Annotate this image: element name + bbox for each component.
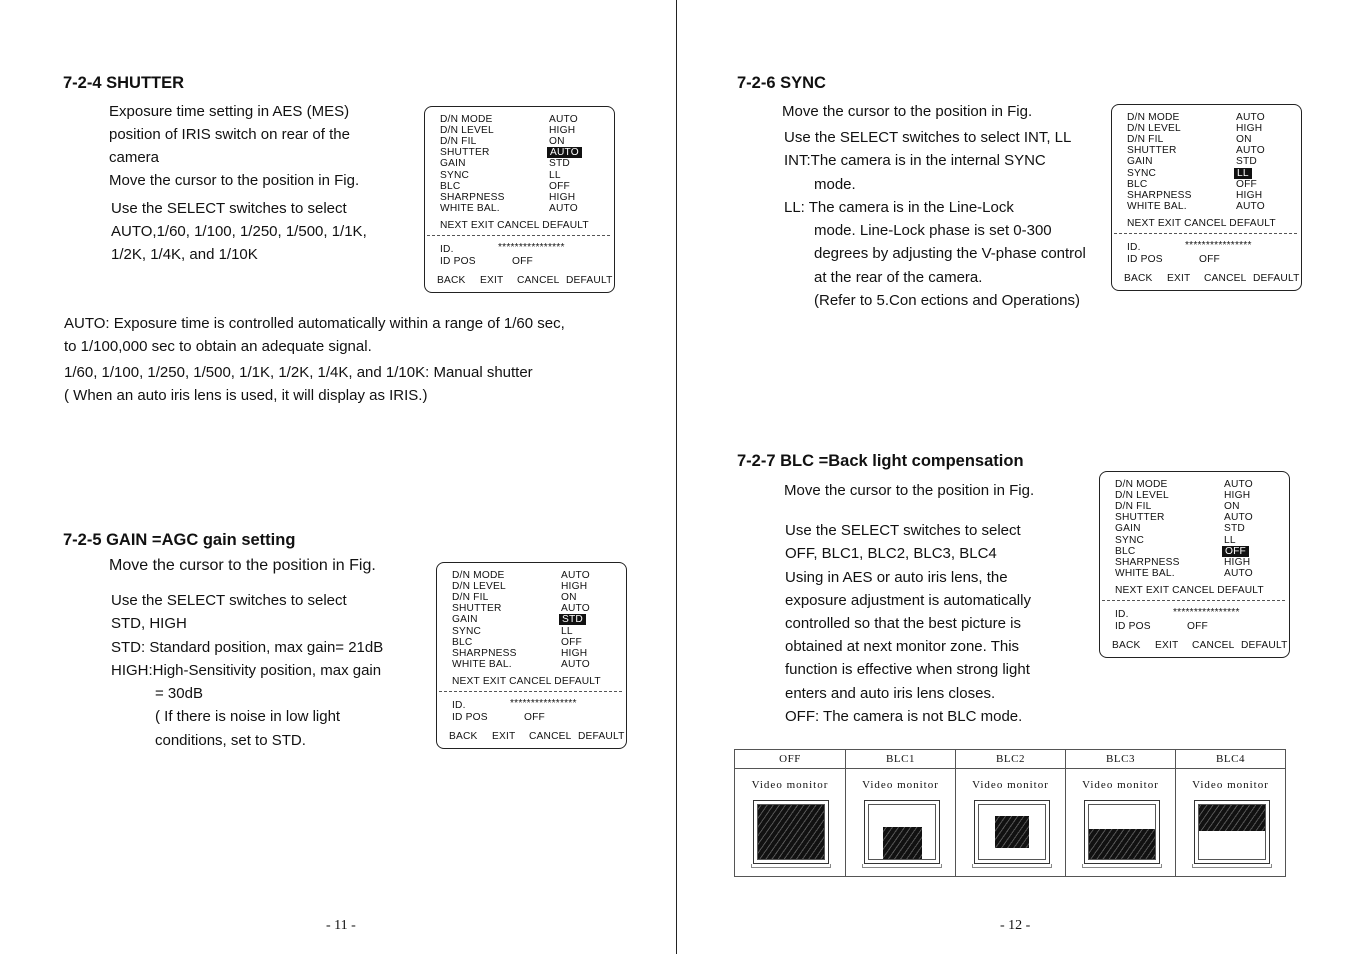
blc-zone — [995, 816, 1029, 848]
osd-menu-row[interactable] — [1115, 479, 1283, 490]
osd-item-value: OFF — [549, 180, 570, 192]
osd-item-value: LL — [549, 169, 561, 181]
osd-item-value: AUTO — [561, 603, 590, 615]
shutter-note: to 1/100,000 sec to obtain an adequate signal. — [64, 338, 372, 355]
osd-footer-back-button[interactable]: BACK — [437, 275, 466, 286]
osd-nav-row: NEXT EXIT CANCEL DEFAULT — [440, 220, 589, 231]
osd-item-label: D/N MODE — [452, 570, 505, 581]
osd-id-label: ID. — [1115, 609, 1129, 620]
osd-item-value: HIGH — [1236, 189, 1263, 201]
osd-item-value: AUTO — [549, 202, 578, 214]
osd-menu-row[interactable] — [452, 659, 620, 670]
osd-id-label: ID. — [452, 700, 466, 711]
osd-idpos-value: OFF — [1199, 254, 1220, 265]
gain-text-line: STD: Standard position, max gain= 21dB — [111, 639, 384, 656]
osd-footer-exit-button[interactable]: EXIT — [492, 731, 516, 742]
blc-text-line: function is effective when strong light — [785, 661, 1030, 678]
video-monitor-icon — [864, 800, 940, 864]
osd-item-label: D/N FIL — [1115, 501, 1152, 513]
shutter-note: ( When an auto iris lens is used, it will display as IRIS.) — [64, 387, 428, 404]
osd-menu-row[interactable] — [1115, 546, 1283, 557]
sync-text-line: degrees by adjusting the V-phase control — [814, 245, 1086, 262]
osd-item-label: GAIN — [452, 614, 478, 626]
sync-text-line: LL: The camera is in the Line-Lock — [784, 199, 1014, 216]
osd-item-value: LL — [561, 625, 573, 637]
osd-menu-row[interactable] — [1127, 156, 1295, 167]
gain-lead: Move the cursor to the position in Fig. — [109, 557, 376, 574]
osd-menu-row[interactable] — [452, 614, 620, 625]
osd-id-label: ID. — [1127, 242, 1141, 253]
osd-item-value: AUTO — [1236, 200, 1265, 212]
osd-menu-row[interactable] — [1127, 179, 1295, 190]
sync-heading: 7-2-6 SYNC — [737, 74, 826, 92]
osd-item-value: AUTO — [1224, 479, 1253, 490]
osd-id-value: **************** — [510, 698, 577, 709]
blc-mode-label: BLC1 — [846, 750, 955, 769]
osd-menu-row[interactable] — [1127, 112, 1295, 123]
osd-menu-row[interactable] — [440, 136, 608, 147]
osd-footer-default-button[interactable]: DEFAULT — [566, 275, 613, 286]
osd-selected-value: LL — [1234, 168, 1252, 179]
osd-footer-exit-button[interactable]: EXIT — [480, 275, 504, 286]
osd-footer-default-button[interactable]: DEFAULT — [578, 731, 625, 742]
osd-menu-row[interactable] — [1115, 512, 1283, 523]
osd-idpos-label: ID POS — [1127, 254, 1163, 265]
osd-menu-row[interactable] — [452, 570, 620, 581]
osd-item-value: AUTO — [1224, 567, 1253, 579]
sync-text-line: mode. Line-Lock phase is set 0-300 — [814, 222, 1052, 239]
osd-menu-shutter — [424, 106, 615, 293]
osd-item-label: BLC — [1115, 545, 1136, 557]
blc-text-line: OFF, BLC1, BLC2, BLC3, BLC4 — [785, 545, 997, 562]
osd-item-value: OFF — [1236, 178, 1257, 190]
osd-item-value: HIGH — [549, 191, 576, 203]
gain-text-line: Use the SELECT switches to select — [111, 592, 347, 609]
sync-text-line: (Refer to 5.Con ections and Operations) — [814, 292, 1080, 309]
osd-menu-row[interactable] — [1127, 201, 1295, 212]
osd-footer-back-button[interactable]: BACK — [1112, 640, 1141, 651]
osd-menu-row[interactable] — [1127, 123, 1295, 134]
osd-menu-row[interactable] — [1127, 145, 1295, 156]
osd-nav-row: NEXT EXIT CANCEL DEFAULT — [1115, 585, 1264, 596]
osd-item-label: WHITE BAL. — [452, 658, 512, 670]
osd-menu-row[interactable] — [452, 637, 620, 648]
video-monitor-caption: Video monitor — [751, 779, 829, 791]
shutter-text-line: position of IRIS switch on rear of the — [109, 126, 350, 143]
shutter-text-line: Move the cursor to the position in Fig. — [109, 172, 360, 189]
osd-item-value: ON — [1224, 501, 1240, 513]
osd-item-label: D/N FIL — [1127, 134, 1164, 146]
osd-footer-back-button[interactable]: BACK — [1124, 273, 1153, 284]
video-monitor-caption: Video monitor — [1192, 779, 1269, 791]
blc-text-line: Move the cursor to the position in Fig. — [784, 482, 1035, 499]
osd-footer-back-button[interactable]: BACK — [449, 731, 478, 742]
video-monitor-icon — [974, 800, 1050, 864]
osd-menu-row[interactable] — [440, 170, 608, 181]
osd-divider — [427, 235, 610, 236]
blc-zone-table — [734, 749, 1286, 877]
blc-text-line: Use the SELECT switches to select — [785, 522, 1021, 539]
osd-menu-row[interactable] — [440, 192, 608, 203]
osd-item-value: AUTO — [561, 570, 590, 581]
osd-item-label: D/N FIL — [452, 592, 489, 604]
video-monitor-icon — [1084, 800, 1160, 864]
shutter-note: AUTO: Exposure time is controlled automatically within a range of 1/60 sec, — [64, 315, 565, 332]
blc-text-line: controlled so that the best picture is — [785, 615, 1021, 632]
video-monitor-caption: Video monitor — [972, 779, 1049, 791]
page-number: - 11 - — [326, 918, 356, 933]
osd-item-value: ON — [549, 136, 565, 148]
osd-menu-row[interactable] — [452, 581, 620, 592]
osd-item-value: HIGH — [1224, 490, 1251, 502]
video-monitor-icon — [1194, 800, 1270, 864]
blc-text-line: enters and auto iris lens closes. — [785, 685, 996, 702]
osd-footer-cancel-button[interactable]: CANCEL — [1204, 273, 1247, 284]
osd-item-value: STD — [549, 158, 570, 170]
osd-item-label: SYNC — [452, 625, 482, 637]
blc-text-line: obtained at next monitor zone. This — [785, 638, 1020, 655]
video-monitor-caption: Video monitor — [862, 779, 939, 791]
osd-menu-row[interactable] — [440, 114, 608, 125]
osd-menu-row[interactable] — [440, 147, 608, 158]
osd-item-value: STD — [1224, 523, 1245, 535]
osd-item-value: AUTO — [1236, 112, 1265, 123]
osd-footer-default-button[interactable]: DEFAULT — [1241, 640, 1288, 651]
osd-item-value: OFF — [561, 636, 582, 648]
page-number: - 12 - — [1000, 918, 1031, 933]
osd-item-label: WHITE BAL. — [440, 202, 500, 214]
osd-idpos-value: OFF — [512, 256, 533, 267]
osd-id-value: **************** — [1185, 240, 1252, 251]
osd-idpos-value: OFF — [524, 712, 545, 723]
osd-item-label: GAIN — [1115, 523, 1141, 535]
osd-item-label: SYNC — [440, 169, 470, 181]
osd-divider — [1114, 233, 1297, 234]
osd-item-value: HIGH — [1224, 556, 1251, 568]
osd-menu-row[interactable] — [1115, 490, 1283, 501]
sync-text-line: Move the cursor to the position in Fig. — [782, 103, 1033, 120]
osd-menu-row[interactable] — [1115, 535, 1283, 546]
sync-text-line: Use the SELECT switches to select INT, LL — [784, 129, 1072, 146]
osd-divider — [439, 691, 622, 692]
osd-item-label: D/N FIL — [440, 136, 477, 148]
osd-selected-value: STD — [559, 614, 586, 625]
blc-text-line: OFF: The camera is not BLC mode. — [785, 708, 1023, 725]
osd-item-label: SHARPNESS — [452, 647, 517, 659]
osd-item-label: D/N MODE — [1127, 112, 1180, 123]
osd-menu-row[interactable] — [452, 603, 620, 614]
osd-item-label: D/N LEVEL — [1115, 490, 1169, 502]
osd-footer-cancel-button[interactable]: CANCEL — [1192, 640, 1235, 651]
blc-zone — [1199, 805, 1265, 831]
blc-zone — [883, 827, 922, 859]
sync-text-line: INT:The camera is in the internal SYNC — [784, 152, 1046, 169]
blc-cell-blc1 — [845, 750, 955, 876]
osd-item-label: GAIN — [1127, 156, 1153, 168]
osd-item-label: BLC — [1127, 178, 1148, 190]
osd-menu-row[interactable] — [1127, 134, 1295, 145]
osd-item-value: HIGH — [561, 647, 588, 659]
blc-cell-off — [735, 750, 845, 876]
blc-mode-label: BLC3 — [1066, 750, 1175, 769]
gain-text-line: ( If there is noise in low light — [155, 708, 341, 725]
osd-nav-row: NEXT EXIT CANCEL DEFAULT — [452, 676, 601, 687]
osd-item-label: SHUTTER — [1127, 145, 1177, 157]
osd-footer-exit-button[interactable]: EXIT — [1155, 640, 1179, 651]
osd-menu-row[interactable] — [1115, 557, 1283, 568]
osd-item-label: WHITE BAL. — [1127, 200, 1187, 212]
page-12 — [677, 0, 1351, 954]
osd-menu-blc — [1099, 471, 1290, 658]
osd-item-value: ON — [1236, 134, 1252, 146]
osd-item-label: D/N LEVEL — [1127, 123, 1181, 135]
osd-item-label: GAIN — [440, 158, 466, 170]
shutter-text-line: 1/2K, 1/4K, and 1/10K — [111, 246, 258, 263]
osd-nav-row: NEXT EXIT CANCEL DEFAULT — [1127, 218, 1276, 229]
osd-idpos-value: OFF — [1187, 621, 1208, 632]
osd-footer-cancel-button[interactable]: CANCEL — [517, 275, 560, 286]
osd-item-value: AUTO — [1224, 512, 1253, 524]
shutter-text-line: camera — [109, 149, 160, 166]
osd-item-value: STD — [1236, 156, 1257, 168]
blc-heading: 7-2-7 BLC =Back light compensation — [737, 452, 1024, 470]
osd-menu-row[interactable] — [452, 592, 620, 603]
osd-item-value: ON — [561, 592, 577, 604]
sync-text-line: at the rear of the camera. — [814, 269, 983, 286]
osd-item-value: AUTO — [1236, 145, 1265, 157]
osd-item-label: SYNC — [1115, 534, 1145, 546]
blc-zone — [758, 805, 824, 859]
osd-idpos-label: ID POS — [440, 256, 476, 267]
osd-menu-row[interactable] — [1115, 501, 1283, 512]
osd-menu-row[interactable] — [440, 158, 608, 169]
osd-item-label: SHARPNESS — [1127, 189, 1192, 201]
osd-menu-row[interactable] — [1115, 523, 1283, 534]
osd-item-label: SHARPNESS — [1115, 556, 1180, 568]
gain-text-line: conditions, set to STD. — [155, 732, 306, 749]
osd-item-value: HIGH — [549, 125, 576, 137]
gain-heading: 7-2-5 GAIN =AGC gain setting — [63, 531, 296, 549]
gain-text-line: STD, HIGH — [111, 615, 187, 632]
osd-item-label: BLC — [452, 636, 473, 648]
blc-mode-label: OFF — [735, 750, 845, 769]
osd-footer-exit-button[interactable]: EXIT — [1167, 273, 1191, 284]
osd-id-label: ID. — [440, 244, 454, 255]
shutter-heading: 7-2-4 SHUTTER — [63, 74, 185, 92]
osd-footer-default-button[interactable]: DEFAULT — [1253, 273, 1300, 284]
osd-idpos-label: ID POS — [452, 712, 488, 723]
video-monitor-caption: Video monitor — [1082, 779, 1159, 791]
osd-selected-value: OFF — [1222, 546, 1249, 557]
osd-item-label: BLC — [440, 180, 461, 192]
osd-menu-row[interactable] — [440, 181, 608, 192]
osd-menu-sync — [1111, 104, 1302, 291]
osd-menu-row[interactable] — [1127, 168, 1295, 179]
osd-item-value: AUTO — [561, 658, 590, 670]
osd-item-label: WHITE BAL. — [1115, 567, 1175, 579]
shutter-text-line: AUTO,1/60, 1/100, 1/250, 1/500, 1/1K, — [111, 223, 367, 240]
osd-item-label: D/N MODE — [1115, 479, 1168, 490]
osd-id-value: **************** — [498, 242, 565, 253]
osd-menu-row[interactable] — [440, 203, 608, 214]
osd-menu-row[interactable] — [440, 125, 608, 136]
osd-item-label: D/N MODE — [440, 114, 493, 125]
osd-menu-row[interactable] — [1127, 190, 1295, 201]
osd-menu-row[interactable] — [1115, 568, 1283, 579]
sync-text-line: mode. — [814, 176, 856, 193]
osd-item-label: SHUTTER — [1115, 512, 1165, 524]
osd-item-label: D/N LEVEL — [440, 125, 494, 137]
osd-item-label: D/N LEVEL — [452, 581, 506, 593]
osd-item-value: AUTO — [549, 114, 578, 125]
osd-item-value: LL — [1224, 534, 1236, 546]
osd-item-value: HIGH — [1236, 123, 1263, 135]
blc-cell-blc3 — [1065, 750, 1175, 876]
osd-idpos-label: ID POS — [1115, 621, 1151, 632]
osd-selected-value: AUTO — [547, 147, 582, 158]
blc-text-line: Using in AES or auto iris lens, the — [785, 569, 1008, 586]
gain-text-line: HIGH:High-Sensitivity position, max gain — [111, 662, 382, 679]
osd-id-value: **************** — [1173, 607, 1240, 618]
osd-menu-row[interactable] — [452, 648, 620, 659]
blc-mode-label: BLC2 — [956, 750, 1065, 769]
osd-item-label: SHARPNESS — [440, 191, 505, 203]
gain-text-line: = 30dB — [155, 685, 203, 702]
blc-cell-blc2 — [955, 750, 1065, 876]
osd-item-label: SHUTTER — [440, 147, 490, 159]
osd-item-label: SHUTTER — [452, 603, 502, 615]
osd-item-value: HIGH — [561, 581, 588, 593]
osd-menu-gain — [436, 562, 627, 749]
video-monitor-icon — [753, 800, 829, 864]
blc-zone — [1089, 829, 1155, 859]
shutter-note: 1/60, 1/100, 1/250, 1/500, 1/1K, 1/2K, 1/4K, and 1/10K: Manual shutter — [64, 364, 533, 381]
osd-menu-row[interactable] — [452, 626, 620, 637]
blc-mode-label: BLC4 — [1176, 750, 1285, 769]
shutter-text-line: Use the SELECT switches to select — [111, 200, 347, 217]
osd-footer-cancel-button[interactable]: CANCEL — [529, 731, 572, 742]
blc-cell-blc4 — [1175, 750, 1285, 876]
blc-text-line: exposure adjustment is automatically — [785, 592, 1031, 609]
osd-item-label: SYNC — [1127, 167, 1157, 179]
shutter-text-line: Exposure time setting in AES (MES) — [109, 103, 350, 120]
osd-divider — [1102, 600, 1285, 601]
